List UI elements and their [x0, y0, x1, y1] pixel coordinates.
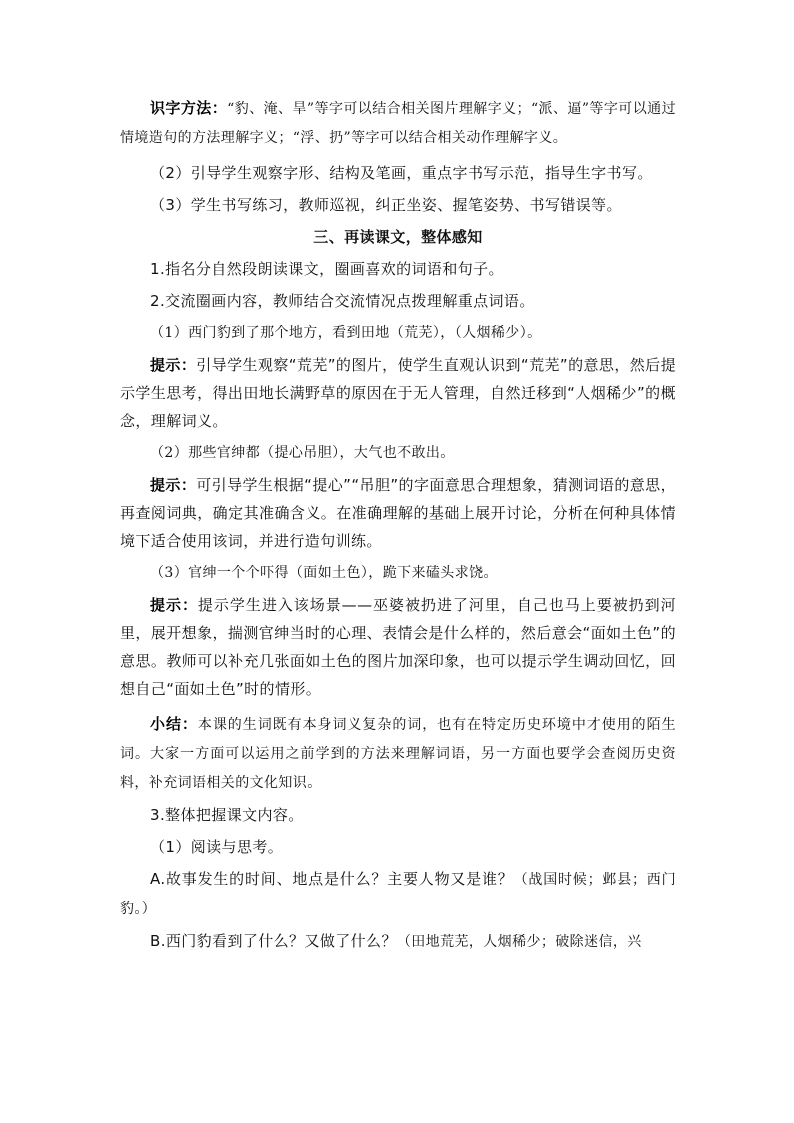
read-think-text: （1）阅读与思考。 [150, 838, 284, 856]
literacy-method-label: 识字方法： [150, 99, 228, 117]
question-b-text: B.西门豹看到了什么？又做了什么？ [150, 932, 397, 950]
tip-3-text: 提示学生进入该场景——巫婆被扔进了河里，自己也马上要被扔到河里，展开想象，揣测官绅当时的心理、表情会是什么样的，然后意会“面如土色”的意思。教师可以补充几张面如土色的图片加深印象，也可以提示学生调动回忆，回想自己“面如土色”时的情形。 [120, 596, 676, 698]
tip-2-paragraph [120, 471, 676, 555]
tip-3-paragraph [120, 591, 676, 703]
sentence-3: （3）官绅一个个吓得（面如土色），跪下来磕头求饶。 [150, 565, 498, 581]
tip-2-label: 提示： [150, 476, 197, 494]
tip-2-text: 可引导学生根据“提心”“吊胆”的字面意思合理想象，猜测词语的意思，再查阅词典，确定其准确含义。在准确理解的基础上展开讨论，分析在何种具体情境下适合使用该词，并进行造句训练。 [120, 476, 676, 550]
question-b [120, 927, 676, 956]
literacy-method-text: “豹、淹、旱”等字可以结合相关图片理解字义；“派、逼”等字可以通过情境造句的方法理解字义；“浮、扔”等字可以结合相关动作理解字义。 [120, 101, 676, 146]
step-3-text: （3）学生书写练习，教师巡视，纠正坐姿、握笔姿势、书写错误等。 [150, 196, 622, 214]
item-3-text: 3.整体把握课文内容。 [150, 806, 304, 824]
question-a-answer: （战国时候；邺县；西门豹。） [120, 872, 676, 917]
sentence-2: （2）那些官绅都（提心吊胆），大气也不敢出。 [150, 445, 455, 461]
step-2-text: （2）引导学生观察字形、结构及笔画，重点字书写示范，指导生字书写。 [150, 164, 653, 182]
section-heading: 三、再读课文，整体感知 [313, 228, 483, 246]
summary-paragraph [120, 710, 676, 797]
tip-1-text: 引导学生观察“荒芜”的图片，使学生直观认识到“荒芜”的意思，然后提示学生思考，得出田地长满野草的原因在于无人管理，自然迁移到“人烟稀少”的概念，理解词义。 [120, 356, 676, 430]
tip-3-label: 提示： [150, 596, 198, 614]
question-a-text: A.故事发生的时间、地点是什么？主要人物又是谁？ [150, 870, 514, 888]
tip-1-label: 提示： [150, 356, 197, 374]
sentence-1: （1）西门豹到了那个地方，看到田地（荒芜），（人烟稀少）。 [150, 325, 542, 341]
summary-label: 小结： [150, 715, 198, 733]
literacy-method-paragraph [120, 94, 676, 152]
item-2-text: 2.交流圈画内容，教师结合交流情况点拨理解重点词语。 [150, 292, 535, 310]
question-b-answer: （田地荒芜，人烟稀少；破除迷信，兴 [396, 934, 642, 950]
page-content [120, 94, 676, 956]
question-a [120, 865, 676, 923]
tip-1-paragraph [120, 351, 676, 435]
summary-text: 本课的生词既有本身词义复杂的词，也有在特定历史环境中才使用的陌生词。大家一方面可以运用之前学到的方法来理解词语，另一方面也要学会查阅历史资料，补充词语相关的文化知识。 [120, 717, 676, 791]
item-1-text: 1.指名分自然段朗读课文，圈画喜欢的词语和句子。 [150, 260, 504, 278]
